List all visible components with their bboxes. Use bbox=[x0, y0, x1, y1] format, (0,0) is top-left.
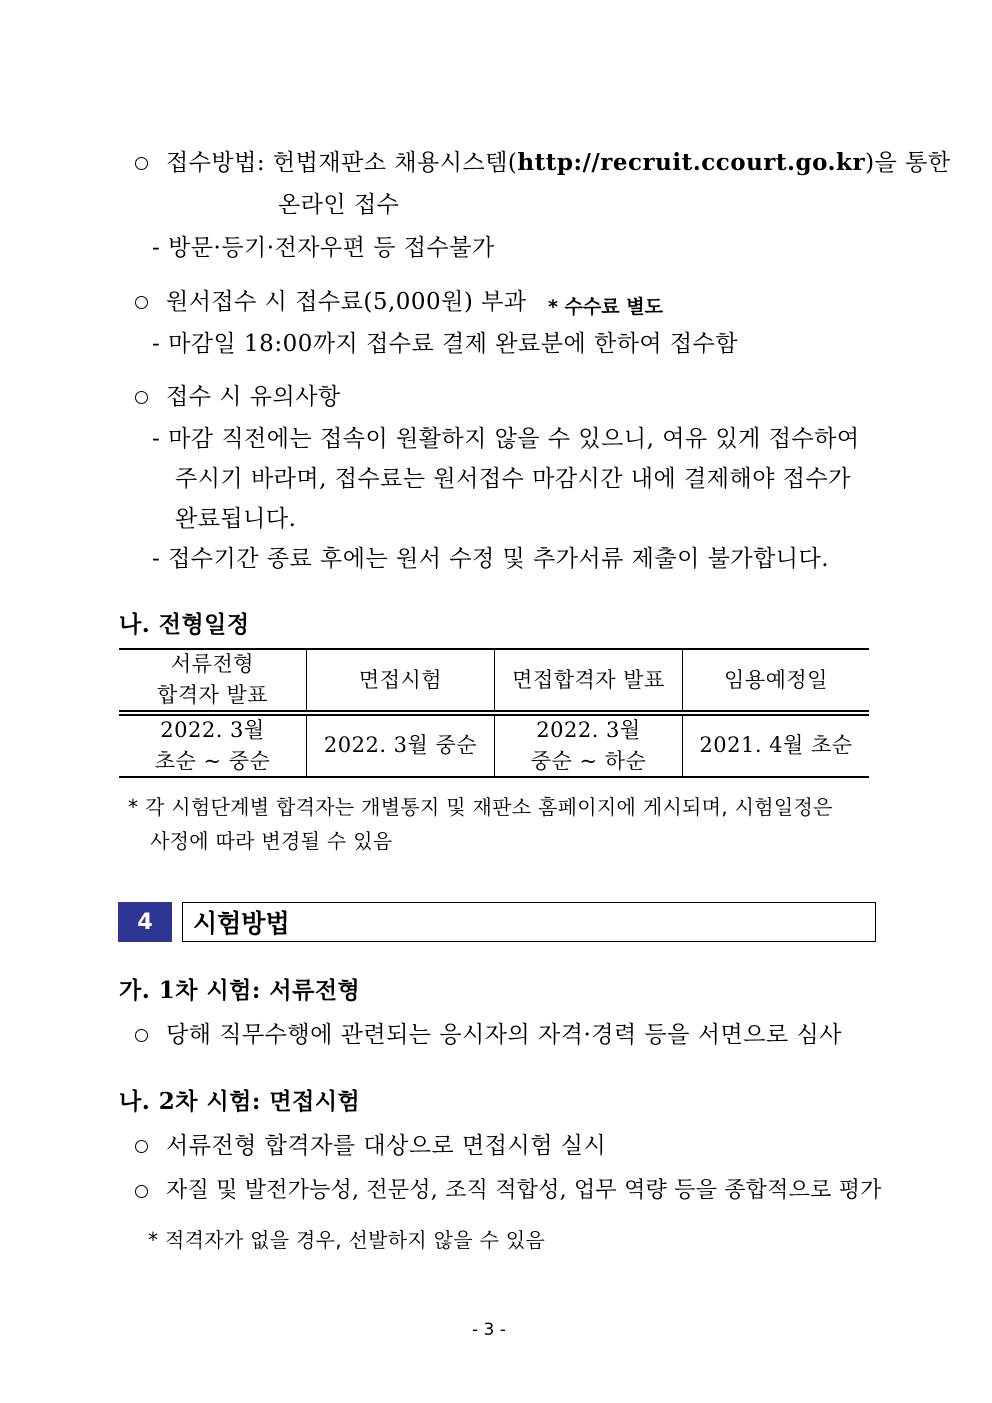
exam2-heading: 나. 2차 시험: 면접시험 bbox=[119, 1088, 361, 1115]
table-row bbox=[119, 715, 869, 776]
header-cell: 서류전형 합격자 발표 bbox=[156, 652, 269, 707]
exam2-item-1: 서류전형 합격자를 대상으로 면접시험 실시 bbox=[166, 1133, 607, 1159]
schedule-table bbox=[119, 648, 869, 778]
application-method: 접수방법: 헌법재판소 채용시스템(http://recruit.ccourt.go.kr)을 통한 bbox=[166, 149, 951, 176]
table-header-divider bbox=[119, 710, 869, 712]
bullet-icon bbox=[135, 296, 148, 309]
fee-sub: - 마감일 18:00까지 접수료 결제 완료분에 한하여 접수함 bbox=[152, 331, 739, 357]
caution-title: 접수 시 유의사항 bbox=[166, 384, 341, 410]
page-number: - 3 - bbox=[472, 1320, 506, 1340]
application-method-sub: - 방문·등기·전자우편 등 접수불가 bbox=[152, 235, 495, 261]
section-number-badge: 4 bbox=[118, 902, 172, 942]
schedule-note-line1: * 각 시험단계별 합격자는 개별통지 및 재판소 홈페이지에 게시되며, 시험일정은 bbox=[128, 795, 833, 819]
table-cell: 2022. 3월 중순 ~ 하순 bbox=[494, 715, 682, 776]
bullet-icon bbox=[135, 157, 148, 170]
bullet-icon bbox=[135, 1185, 148, 1198]
table-cell: 2022. 3월 초순 ~ 중순 bbox=[154, 717, 271, 773]
schedule-heading: 나. 전형일정 bbox=[119, 611, 250, 638]
exam2-note: * 적격자가 없을 경우, 선발하지 않을 수 있음 bbox=[148, 1228, 546, 1252]
caution-item-1-line3: 완료됩니다. bbox=[175, 506, 297, 532]
header-cell: 면접합격자 발표 bbox=[494, 650, 682, 710]
caution-item-2: - 접수기간 종료 후에는 원서 수정 및 추가서류 제출이 불가합니다. bbox=[152, 546, 830, 572]
bullet-icon bbox=[135, 1140, 148, 1153]
table-cell: 2021. 4월 초순 bbox=[682, 715, 869, 776]
header-cell: 면접시험 bbox=[306, 650, 494, 710]
table-cell: 2022. 3월 중순 bbox=[306, 715, 494, 776]
caution-item-1-line2: 주시기 바라며, 접수료는 원서접수 마감시간 내에 결제해야 접수가 bbox=[175, 466, 851, 492]
fee-note: * 수수료 별도 bbox=[548, 296, 663, 318]
application-method-line2: 온라인 접수 bbox=[278, 192, 400, 218]
caution-item-1-line1: - 마감 직전에는 접속이 원활하지 않을 수 있으니, 여유 있게 접수하여 bbox=[152, 426, 860, 452]
table-bottom-border bbox=[119, 776, 869, 778]
exam1-item: 당해 직무수행에 관련되는 응시자의 자격·경력 등을 서면으로 심사 bbox=[166, 1022, 842, 1048]
bullet-icon bbox=[135, 391, 148, 404]
bullet-icon bbox=[135, 1029, 148, 1042]
schedule-note-line2: 사정에 따라 변경될 수 있음 bbox=[150, 829, 393, 853]
section-title: 시험방법 bbox=[182, 902, 876, 942]
exam2-item-2: 자질 및 발전가능성, 전문성, 조직 적합성, 업무 역량 등을 종합적으로 평가 bbox=[166, 1178, 882, 1203]
fee-text: 원서접수 시 접수료(5,000원) 부과 bbox=[166, 289, 527, 315]
table-header-row bbox=[119, 650, 869, 710]
exam1-heading: 가. 1차 시험: 서류전형 bbox=[119, 977, 361, 1004]
header-cell: 임용예정일 bbox=[682, 650, 869, 710]
recruit-url[interactable]: http://recruit.ccourt.go.kr bbox=[517, 149, 866, 176]
